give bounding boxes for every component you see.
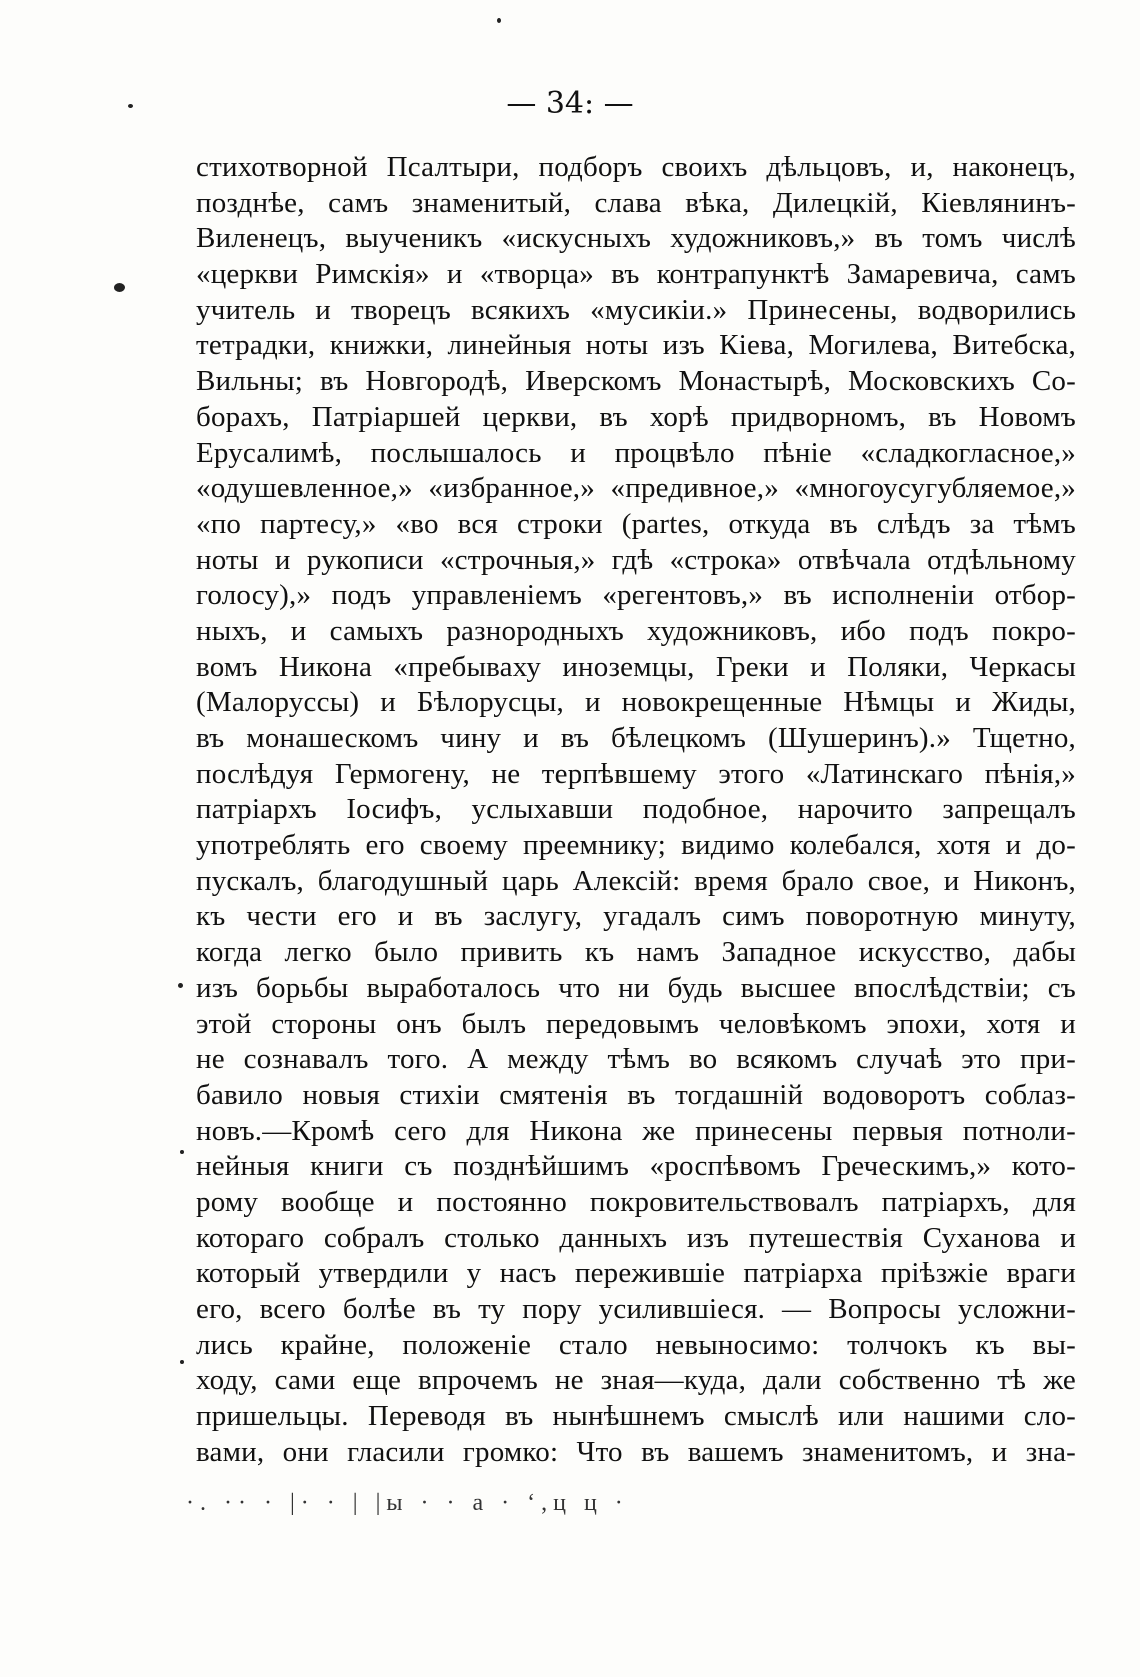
text-line: котораго собралъ столько данныхъ изъ путешествія Суханова и [196, 1221, 1076, 1254]
text-line: новъ.—Кромѣ сего для Никона же принесены первыя потноли- [196, 1114, 1076, 1147]
text-line: нейныя книги съ позднѣйшимъ «роспѣвомъ Греческимъ,» кото- [196, 1150, 1076, 1183]
scan-speck [180, 1150, 184, 1154]
text-line: его, всего болѣе въ ту пору усилившіеся. — Вопросы усложни- [196, 1293, 1076, 1325]
text-line: (Малоруссы) и Бѣлорусцы, и новокрещенные Нѣмцы и Жиды, [196, 686, 1076, 719]
text-line: пришельцы. Переводя въ нынѣшнемъ смыслѣ или нашими сло- [196, 1400, 1076, 1433]
text-line: который утвердили у насъ пережившіе патріарха пріѣзжіе враги [196, 1257, 1076, 1290]
text-line: стихотворной Псалтыри, подборъ своихъ дѣльцовъ, и, наконецъ, [196, 151, 1076, 183]
text-line: когда легко было привить къ намъ Западное искусство, дабы [196, 936, 1076, 969]
text-line: «одушевленное,» «избранное,» «предивное,» «многоусугубляемое,» [196, 472, 1076, 505]
text-line: патріархъ Іосифъ, услыхавши подобное, нарочито запрещалъ [196, 793, 1076, 826]
text-line: бавило новыя стихіи смятенія въ тогдашній водоворотъ соблаз- [196, 1078, 1076, 1111]
text-line: послѣдуя Гермогену, не терпѣвшему этого «Латинскаго пѣнія,» [196, 757, 1076, 790]
text-line: не сознавалъ того. А между тѣмъ во всякомъ случаѣ это при- [196, 1043, 1076, 1076]
text-line: тетрадки, книжки, линейныя ноты изъ Кіева, Могилева, Витебска, [196, 329, 1076, 362]
text-line: изъ борьбы выработалось что ни будь высшее впослѣдствіи; съ [196, 971, 1076, 1004]
text-line: Ерусалимѣ, послышалось и процвѣло пѣніе «сладкогласное,» [196, 436, 1076, 469]
text-line: Виленецъ, выученикъ «искусныхъ художниковъ,» въ томъ числѣ [196, 222, 1076, 255]
text-line: ноты и рукописи «строчныя,» гдѣ «строка» отвѣчала отдѣльному [196, 543, 1076, 576]
text-line: Вильны; въ Новгородѣ, Иверскомъ Монастырѣ, Московскихъ Со- [196, 365, 1076, 398]
text-line: употреблять его своему преемнику; видимо колебался, хотя и до- [196, 829, 1076, 862]
text-line: къ чести его и въ заслугу, угадалъ симъ поворотную минуту, [196, 900, 1076, 933]
scan-speck [178, 983, 183, 988]
text-line: «по партесу,» «во вся строки (partes, откуда въ слѣдъ за тѣмъ [196, 507, 1076, 540]
text-line: рому вообще и постоянно покровительствовалъ патріархъ, для [196, 1185, 1076, 1218]
scan-speck [497, 18, 501, 23]
text-line: борахъ, Патріаршей церкви, въ хорѣ придворномъ, въ Новомъ [196, 400, 1076, 433]
text-line: учитель и творецъ всякихъ «мусикіи.» Принесены, водворились [196, 293, 1076, 326]
text-line: вами, они гласили громко: Что въ вашемъ знаменитомъ, и зна- [196, 1435, 1076, 1468]
text-line: въ монашескомъ чину и въ бѣлецкомъ (Шушеринъ).» Тщетно, [196, 722, 1076, 754]
text-line: пускалъ, благодушный царь Алексій: время брало свое, и Никонъ, [196, 864, 1076, 897]
page-number: — 34: — [506, 86, 634, 121]
text-line: лись крайне, положеніе стало невыносимо: толчокъ къ вы- [196, 1328, 1076, 1361]
scan-speck [114, 283, 125, 292]
cut-off-text-fragment: ·. ·· · |· · | |ы · · а · ʻ,ц ц · [186, 1490, 629, 1516]
text-line: голосу),» подъ управленіемъ «регентовъ,» въ исполненіи отбор- [196, 579, 1076, 612]
scan-speck [128, 104, 133, 108]
body-text [196, 150, 1076, 1470]
text-line: «церкви Римскія» и «творца» въ контрапунктѣ Замаревича, самъ [196, 258, 1076, 291]
text-line: вомъ Никона «пребываху иноземцы, Греки и Поляки, Черкасы [196, 650, 1076, 683]
text-line: ходу, сами еще впрочемъ не зная—куда, дали собственно тѣ же [196, 1364, 1076, 1397]
text-line: ныхъ, и самыхъ разнородныхъ художниковъ, ибо подъ покро- [196, 614, 1076, 647]
text-line: этой стороны онъ былъ передовымъ человѣкомъ эпохи, хотя и [196, 1007, 1076, 1040]
scan-speck [180, 1360, 184, 1364]
text-line: позднѣе, самъ знаменитый, слава вѣка, Дилецкій, Кіевлянинъ- [196, 186, 1076, 219]
